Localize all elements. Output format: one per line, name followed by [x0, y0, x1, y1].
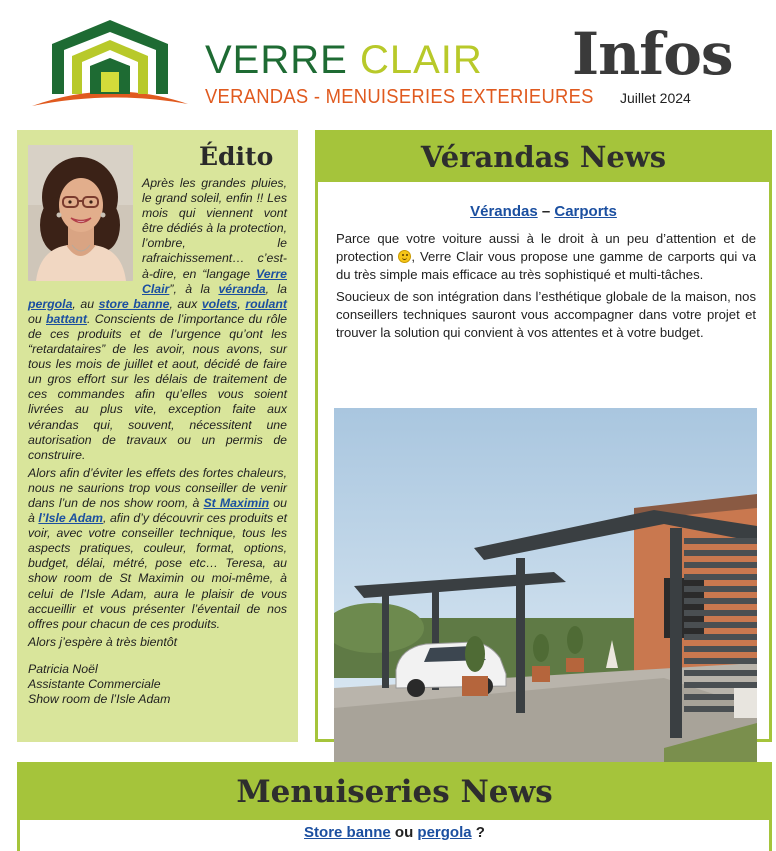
- edito-text-run: ou à: [28, 495, 287, 526]
- edito-panel: [17, 130, 298, 742]
- edito-text-run: ou: [28, 311, 46, 326]
- edito-paragraph-3: Alors j’espère à très bientôt: [28, 634, 178, 649]
- link-carports[interactable]: Carports: [554, 203, 617, 220]
- question-mark: ?: [471, 824, 485, 841]
- link-pergola[interactable]: pergola: [28, 296, 73, 311]
- link-battant[interactable]: battant: [46, 311, 87, 326]
- verandas-paragraph-2: Soucieux de son intégration dans l’esthétique globale de la maison, nos conseillers techniques sauront vous accompagner dans votre projet et trouver la solution qui convient à vos attentes et à votre budget.: [336, 288, 756, 341]
- brand-word-clair: CLAIR: [359, 38, 483, 82]
- edito-text-run: , aux: [169, 296, 202, 311]
- link-veranda[interactable]: véranda: [218, 281, 266, 296]
- newsletter-title: Infos: [572, 20, 733, 88]
- verandas-paragraph-1: [336, 230, 756, 285]
- link-store-banne-menuiseries[interactable]: Store banne: [304, 824, 391, 841]
- verandas-text-run: Parce que votre voiture aussi à le droit à un peu d’attention et de protection: [336, 231, 756, 265]
- portrait-image: [28, 145, 133, 281]
- link-pergola-menuiseries[interactable]: pergola: [417, 824, 472, 841]
- link-volets[interactable]: volets: [201, 296, 238, 311]
- link-roulant[interactable]: roulant: [245, 296, 287, 311]
- verre-clair-logo: [30, 14, 190, 110]
- menuiseries-news-panel: [17, 762, 772, 851]
- smiley-icon: [398, 250, 411, 263]
- link-verandas[interactable]: Vérandas: [470, 203, 538, 220]
- edito-text-run: Alors afin d’éviter les effets des fortes chaleurs, nous ne saurions trop vous conseiller de venir dans l’un de nos show room, à: [28, 465, 287, 510]
- word-ou: ou: [390, 824, 418, 841]
- issue-date: Juillet 2024: [620, 90, 691, 106]
- brand-name: [205, 38, 483, 82]
- edito-text-run: Après les grandes pluies, le grand soleil, enfin !! Les mois qui viennent vont être dédiés à la protection, l’ombre, le rafraichissement… c’est-à-dire, en “langage: [142, 176, 287, 281]
- verandas-news-title: Vérandas News: [420, 140, 667, 174]
- edito-text-run: , la: [265, 281, 288, 296]
- link-verre-clair[interactable]: Verre Clair: [142, 266, 287, 296]
- menuiseries-topic-links: [20, 824, 769, 841]
- edito-text-run: ,: [237, 296, 246, 311]
- verandas-news-panel: [315, 130, 772, 742]
- edito-paragraph-2: [28, 466, 287, 632]
- author-portrait: [28, 145, 133, 281]
- edito-title: Édito: [199, 142, 274, 171]
- signature-role: Assistante Commerciale: [28, 677, 161, 692]
- topic-separator: –: [541, 203, 551, 220]
- verandas-body: [336, 230, 756, 345]
- verandas-text-run: , Verre Clair vous propose une gamme de carports qui va du très simple mais efficace au très sophistiqué et multi-tâches.: [336, 249, 756, 283]
- carport-photo: [334, 408, 757, 771]
- brand-word-verre: VERRE: [205, 38, 348, 82]
- link-isle-adam[interactable]: l’Isle Adam: [38, 511, 103, 526]
- menuiseries-news-title: Menuiseries News: [236, 774, 553, 810]
- signature-place: Show room de l’Isle Adam: [28, 692, 171, 707]
- edito-signature: [28, 662, 287, 708]
- menuiseries-news-content: [20, 820, 769, 851]
- brand-tagline: VERANDAS - MENUISERIES EXTERIEURES: [205, 86, 594, 108]
- edito-text-run: . Conscients de l’importance du rôle de ces produits et de l’urgence qu’ont les “retardataires” de les avoir, nous avons, sur tous les mois de juillet et aout, décidé de faire un gros effort sur les délais de traitement de ces commandes afin qu’elles vous soient livrées au plus vite, exception faite aux vérandas qui, souvent, nécessitent une autorisation de travaux ou un permis de construire.: [28, 311, 287, 462]
- link-st-maximin[interactable]: St Maximin: [203, 495, 270, 510]
- edito-text-run: , au: [72, 296, 99, 311]
- verandas-news-content: [318, 182, 769, 739]
- carport-image: [334, 408, 757, 771]
- signature-name: Patricia Noël: [28, 661, 98, 676]
- edito-text-run: , afin d’y découvrir ces produits et voir, avec votre conseiller technique, tous les aspects pratiques, couleur, format, options, budget, délai, métré, pose etc… Teresa, au show room de St Maximin ou moi-même, à celui de l’Isle Adam, aura le plaisir de vous accueillir et vous présenter l’éventail de nos offres pour chacun de ces produits.: [28, 511, 287, 631]
- link-store-banne[interactable]: store banne: [98, 296, 170, 311]
- edito-text-run: ”, à la: [169, 281, 219, 296]
- newsletter-header: [0, 0, 776, 125]
- verandas-topic-links: [318, 203, 769, 220]
